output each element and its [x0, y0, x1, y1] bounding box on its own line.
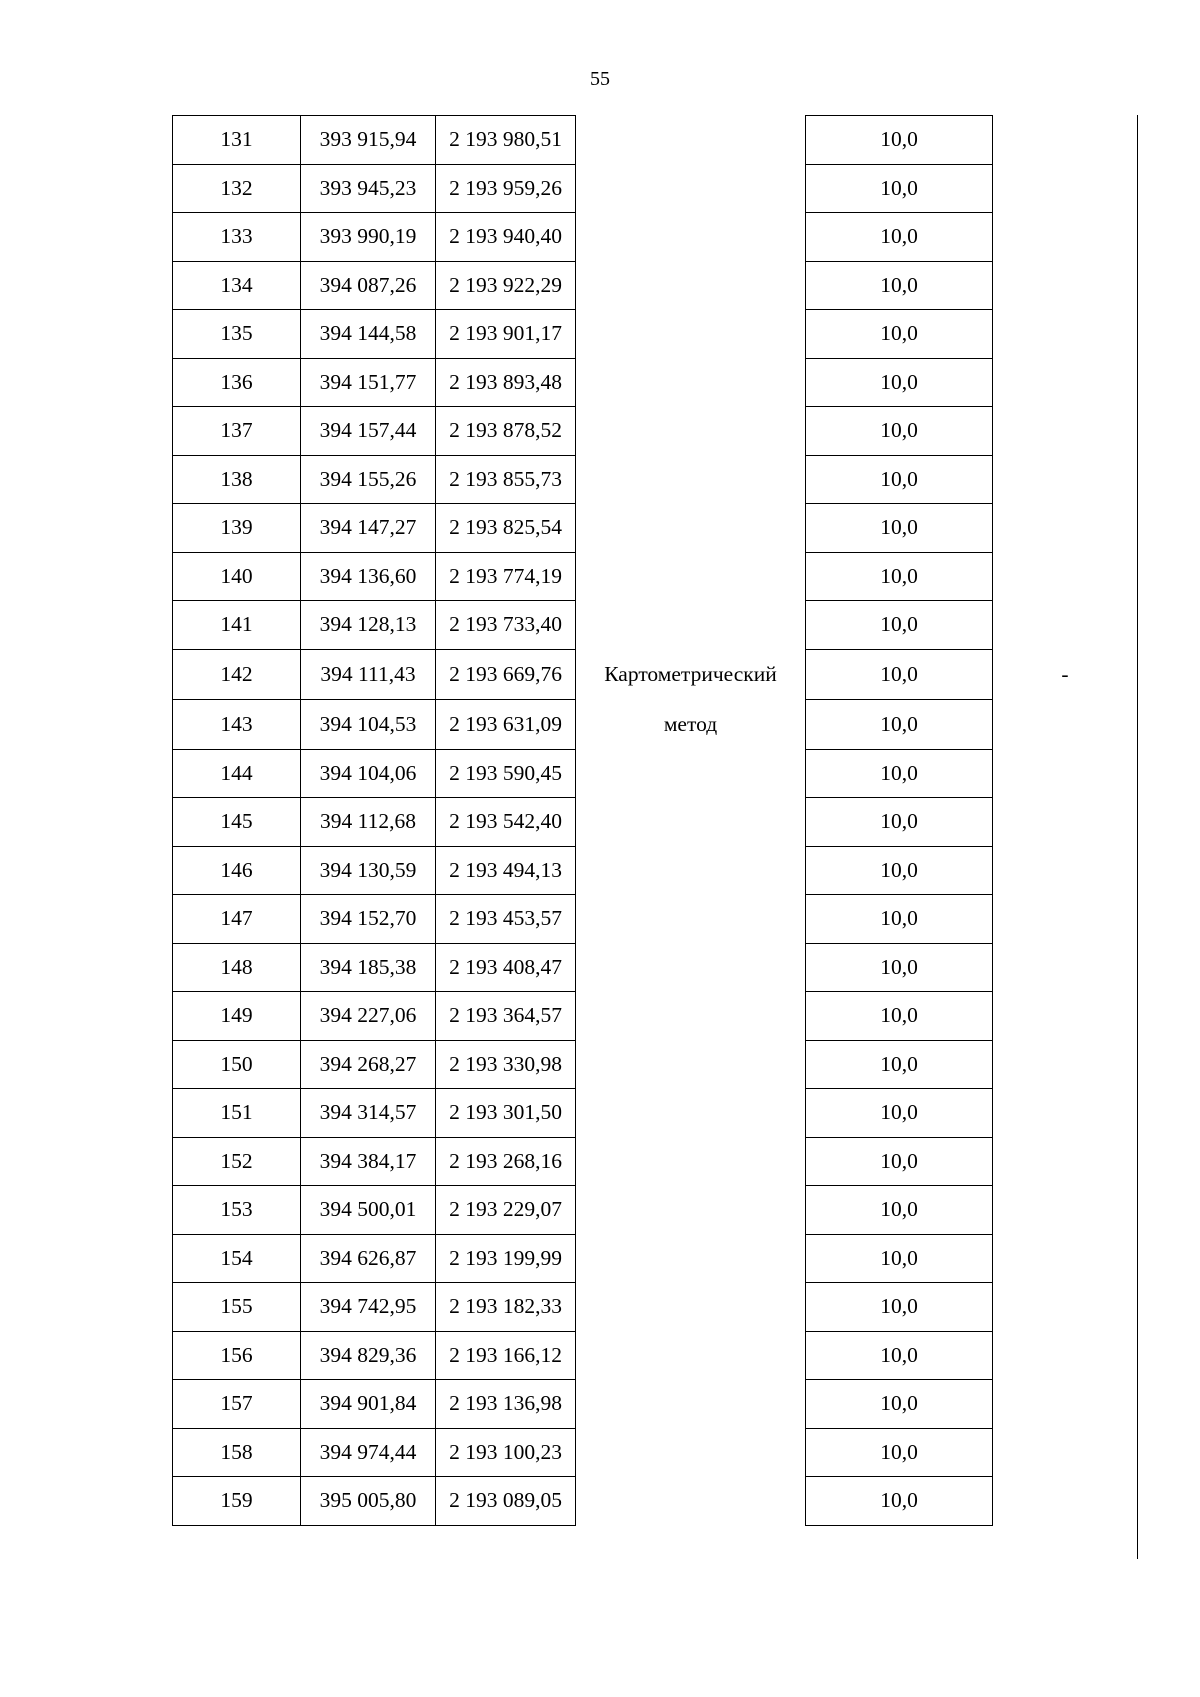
- description-column-blank: [993, 798, 1138, 847]
- table-row: [173, 504, 1138, 553]
- x-coordinate-cell: 393 990,19: [301, 213, 436, 262]
- table-row: [173, 699, 1138, 749]
- x-coordinate-cell: 394 227,06: [301, 992, 436, 1041]
- description-column-blank: [993, 846, 1138, 895]
- table-row: [173, 164, 1138, 213]
- x-coordinate-cell: 394 104,53: [301, 699, 436, 749]
- precision-cell: 10,0: [806, 1380, 993, 1429]
- y-coordinate-cell: 2 193 330,98: [436, 1040, 576, 1089]
- precision-cell: 10,0: [806, 213, 993, 262]
- y-coordinate-cell: 2 193 494,13: [436, 846, 576, 895]
- y-coordinate-cell: 2 193 301,50: [436, 1089, 576, 1138]
- table-row: [173, 1380, 1138, 1429]
- x-coordinate-cell: 393 915,94: [301, 116, 436, 165]
- precision-cell: 10,0: [806, 846, 993, 895]
- description-column-blank: [993, 699, 1138, 749]
- description-column-blank: [993, 992, 1138, 1041]
- method-column-blank: [576, 601, 806, 650]
- method-column-blank: [576, 1428, 806, 1477]
- table-row: [173, 407, 1138, 456]
- precision-cell: 10,0: [806, 992, 993, 1041]
- point-number-cell: 140: [173, 552, 301, 601]
- table-row: [173, 1089, 1138, 1138]
- x-coordinate-cell: 394 268,27: [301, 1040, 436, 1089]
- point-number-cell: 156: [173, 1331, 301, 1380]
- x-coordinate-cell: 394 147,27: [301, 504, 436, 553]
- x-coordinate-cell: 394 974,44: [301, 1428, 436, 1477]
- precision-cell: 10,0: [806, 1283, 993, 1332]
- x-coordinate-cell: 393 945,23: [301, 164, 436, 213]
- table-row: [173, 846, 1138, 895]
- point-number-cell: 132: [173, 164, 301, 213]
- description-column-blank: [993, 1137, 1138, 1186]
- x-coordinate-cell: 394 185,38: [301, 943, 436, 992]
- precision-cell: 10,0: [806, 895, 993, 944]
- description-column-blank: [993, 1283, 1138, 1332]
- description-column-blank: [993, 552, 1138, 601]
- y-coordinate-cell: 2 193 136,98: [436, 1380, 576, 1429]
- y-coordinate-cell: 2 193 590,45: [436, 749, 576, 798]
- description-column-blank: [993, 1380, 1138, 1429]
- description-column-blank: [993, 601, 1138, 650]
- method-column-blank: [576, 1186, 806, 1235]
- method-column-blank: [576, 164, 806, 213]
- x-coordinate-cell: 394 130,59: [301, 846, 436, 895]
- point-number-cell: 145: [173, 798, 301, 847]
- precision-cell: 10,0: [806, 164, 993, 213]
- y-coordinate-cell: 2 193 940,40: [436, 213, 576, 262]
- x-coordinate-cell: 394 128,13: [301, 601, 436, 650]
- precision-cell: 10,0: [806, 310, 993, 359]
- y-coordinate-cell: 2 193 631,09: [436, 699, 576, 749]
- precision-cell: 10,0: [806, 552, 993, 601]
- y-coordinate-cell: 2 193 268,16: [436, 1137, 576, 1186]
- precision-cell: 10,0: [806, 1089, 993, 1138]
- x-coordinate-cell: 395 005,80: [301, 1477, 436, 1526]
- precision-cell: 10,0: [806, 1040, 993, 1089]
- method-label-line-1: Картометрический: [604, 662, 777, 686]
- precision-cell: 10,0: [806, 601, 993, 650]
- method-column-blank: [576, 261, 806, 310]
- point-number-cell: 159: [173, 1477, 301, 1526]
- method-column-blank: [576, 895, 806, 944]
- x-coordinate-cell: 394 155,26: [301, 455, 436, 504]
- precision-cell: 10,0: [806, 1428, 993, 1477]
- x-coordinate-cell: 394 314,57: [301, 1089, 436, 1138]
- table-row: [173, 455, 1138, 504]
- table-row: [173, 992, 1138, 1041]
- method-column-blank: [576, 798, 806, 847]
- description-column-blank: [993, 1234, 1138, 1283]
- y-coordinate-cell: 2 193 089,05: [436, 1477, 576, 1526]
- method-column-blank: [576, 846, 806, 895]
- table-row: [173, 749, 1138, 798]
- table-body: [173, 116, 1138, 1526]
- y-coordinate-cell: 2 193 364,57: [436, 992, 576, 1041]
- point-number-cell: 155: [173, 1283, 301, 1332]
- description-column-blank: [993, 310, 1138, 359]
- y-coordinate-cell: 2 193 733,40: [436, 601, 576, 650]
- table-row: [173, 261, 1138, 310]
- x-coordinate-cell: 394 829,36: [301, 1331, 436, 1380]
- precision-cell: 10,0: [806, 407, 993, 456]
- description-column-blank: [993, 116, 1138, 165]
- precision-cell: 10,0: [806, 116, 993, 165]
- x-coordinate-cell: 394 500,01: [301, 1186, 436, 1235]
- y-coordinate-cell: 2 193 408,47: [436, 943, 576, 992]
- point-number-cell: 157: [173, 1380, 301, 1429]
- description-dash: -: [1061, 662, 1069, 686]
- point-number-cell: 151: [173, 1089, 301, 1138]
- point-number-cell: 136: [173, 358, 301, 407]
- precision-cell: 10,0: [806, 1137, 993, 1186]
- method-column-blank: [576, 116, 806, 165]
- method-column-blank: [576, 1234, 806, 1283]
- precision-cell: 10,0: [806, 649, 993, 699]
- table-row: [173, 1234, 1138, 1283]
- precision-cell: 10,0: [806, 1234, 993, 1283]
- point-number-cell: 144: [173, 749, 301, 798]
- point-number-cell: 152: [173, 1137, 301, 1186]
- method-column-blank: [576, 552, 806, 601]
- description-column-blank: [993, 1477, 1138, 1526]
- y-coordinate-cell: 2 193 901,17: [436, 310, 576, 359]
- point-number-cell: 147: [173, 895, 301, 944]
- point-number-cell: 150: [173, 1040, 301, 1089]
- table-row: [173, 1428, 1138, 1477]
- table-row: [173, 1331, 1138, 1380]
- x-coordinate-cell: 394 111,43: [301, 649, 436, 699]
- table-row: [173, 116, 1138, 165]
- description-column-blank: [993, 407, 1138, 456]
- method-label-line-2: метод: [663, 712, 718, 736]
- x-coordinate-cell: 394 901,84: [301, 1380, 436, 1429]
- x-coordinate-cell: 394 626,87: [301, 1234, 436, 1283]
- method-column-blank: [576, 1477, 806, 1526]
- method-column-blank: [576, 1380, 806, 1429]
- description-column-blank: [993, 1331, 1138, 1380]
- y-coordinate-cell: 2 193 542,40: [436, 798, 576, 847]
- point-number-cell: 141: [173, 601, 301, 650]
- precision-cell: 10,0: [806, 749, 993, 798]
- table-row: [173, 943, 1138, 992]
- table-row: [173, 1477, 1138, 1526]
- point-number-cell: 149: [173, 992, 301, 1041]
- y-coordinate-cell: 2 193 229,07: [436, 1186, 576, 1235]
- y-coordinate-cell: 2 193 774,19: [436, 552, 576, 601]
- description-column-blank: [993, 213, 1138, 262]
- table-row: [173, 601, 1138, 650]
- x-coordinate-cell: 394 384,17: [301, 1137, 436, 1186]
- point-number-cell: 131: [173, 116, 301, 165]
- method-column-blank: [576, 504, 806, 553]
- method-column-blank: [576, 358, 806, 407]
- description-column-blank: [993, 1186, 1138, 1235]
- y-coordinate-cell: 2 193 878,52: [436, 407, 576, 456]
- description-column-blank: [993, 455, 1138, 504]
- description-column-blank: [993, 895, 1138, 944]
- y-coordinate-cell: 2 193 669,76: [436, 649, 576, 699]
- table-row: [173, 1186, 1138, 1235]
- table-row: [173, 1040, 1138, 1089]
- point-number-cell: 143: [173, 699, 301, 749]
- y-coordinate-cell: 2 193 922,29: [436, 261, 576, 310]
- description-column-blank: [993, 504, 1138, 553]
- x-coordinate-cell: 394 151,77: [301, 358, 436, 407]
- x-coordinate-cell: 394 157,44: [301, 407, 436, 456]
- precision-cell: 10,0: [806, 455, 993, 504]
- x-coordinate-cell: 394 104,06: [301, 749, 436, 798]
- table-row: [173, 1137, 1138, 1186]
- table-row: [173, 358, 1138, 407]
- method-column-blank: [576, 310, 806, 359]
- y-coordinate-cell: 2 193 100,23: [436, 1428, 576, 1477]
- table-row: [173, 1283, 1138, 1332]
- y-coordinate-cell: 2 193 182,33: [436, 1283, 576, 1332]
- precision-cell: 10,0: [806, 798, 993, 847]
- precision-cell: 10,0: [806, 943, 993, 992]
- point-number-cell: 135: [173, 310, 301, 359]
- precision-cell: 10,0: [806, 1477, 993, 1526]
- description-column-blank: [993, 1428, 1138, 1477]
- point-number-cell: 153: [173, 1186, 301, 1235]
- method-column-blank: [576, 407, 806, 456]
- point-number-cell: 133: [173, 213, 301, 262]
- x-coordinate-cell: 394 152,70: [301, 895, 436, 944]
- description-column-blank: [993, 164, 1138, 213]
- method-column-blank: [576, 1089, 806, 1138]
- table-row: [173, 213, 1138, 262]
- description-column-blank: [993, 1089, 1138, 1138]
- y-coordinate-cell: 2 193 893,48: [436, 358, 576, 407]
- precision-cell: 10,0: [806, 699, 993, 749]
- point-number-cell: 158: [173, 1428, 301, 1477]
- precision-cell: 10,0: [806, 504, 993, 553]
- description-column-blank: [993, 943, 1138, 992]
- point-number-cell: 142: [173, 649, 301, 699]
- y-coordinate-cell: 2 193 959,26: [436, 164, 576, 213]
- y-coordinate-cell: 2 193 453,57: [436, 895, 576, 944]
- method-column-blank: [576, 213, 806, 262]
- table-row: [173, 649, 1138, 699]
- right-border-line: [1137, 115, 1138, 1559]
- x-coordinate-cell: 394 087,26: [301, 261, 436, 310]
- y-coordinate-cell: 2 193 980,51: [436, 116, 576, 165]
- point-number-cell: 134: [173, 261, 301, 310]
- method-column-blank: [576, 1283, 806, 1332]
- point-number-cell: 138: [173, 455, 301, 504]
- precision-cell: 10,0: [806, 261, 993, 310]
- table-row: [173, 552, 1138, 601]
- method-column-blank: [576, 1331, 806, 1380]
- description-column-blank: [993, 358, 1138, 407]
- x-coordinate-cell: 394 144,58: [301, 310, 436, 359]
- page-number: 55: [590, 68, 610, 90]
- table-row: [173, 798, 1138, 847]
- x-coordinate-cell: 394 742,95: [301, 1283, 436, 1332]
- precision-cell: 10,0: [806, 1186, 993, 1235]
- y-coordinate-cell: 2 193 825,54: [436, 504, 576, 553]
- description-column-blank: [993, 749, 1138, 798]
- method-column-blank: [576, 992, 806, 1041]
- method-column-blank: [576, 943, 806, 992]
- precision-cell: 10,0: [806, 358, 993, 407]
- method-column-blank: [576, 1137, 806, 1186]
- table-row: [173, 310, 1138, 359]
- precision-cell: 10,0: [806, 1331, 993, 1380]
- table-row: [173, 895, 1138, 944]
- y-coordinate-cell: 2 193 855,73: [436, 455, 576, 504]
- x-coordinate-cell: 394 136,60: [301, 552, 436, 601]
- point-number-cell: 139: [173, 504, 301, 553]
- point-number-cell: 148: [173, 943, 301, 992]
- point-number-cell: 154: [173, 1234, 301, 1283]
- description-column-blank: [993, 1040, 1138, 1089]
- point-number-cell: 146: [173, 846, 301, 895]
- method-column-blank: [576, 749, 806, 798]
- coordinates-table: [172, 115, 1138, 1526]
- x-coordinate-cell: 394 112,68: [301, 798, 436, 847]
- point-number-cell: 137: [173, 407, 301, 456]
- method-column-blank: [576, 1040, 806, 1089]
- method-column-blank: [576, 455, 806, 504]
- y-coordinate-cell: 2 193 166,12: [436, 1331, 576, 1380]
- description-column-blank: [993, 261, 1138, 310]
- y-coordinate-cell: 2 193 199,99: [436, 1234, 576, 1283]
